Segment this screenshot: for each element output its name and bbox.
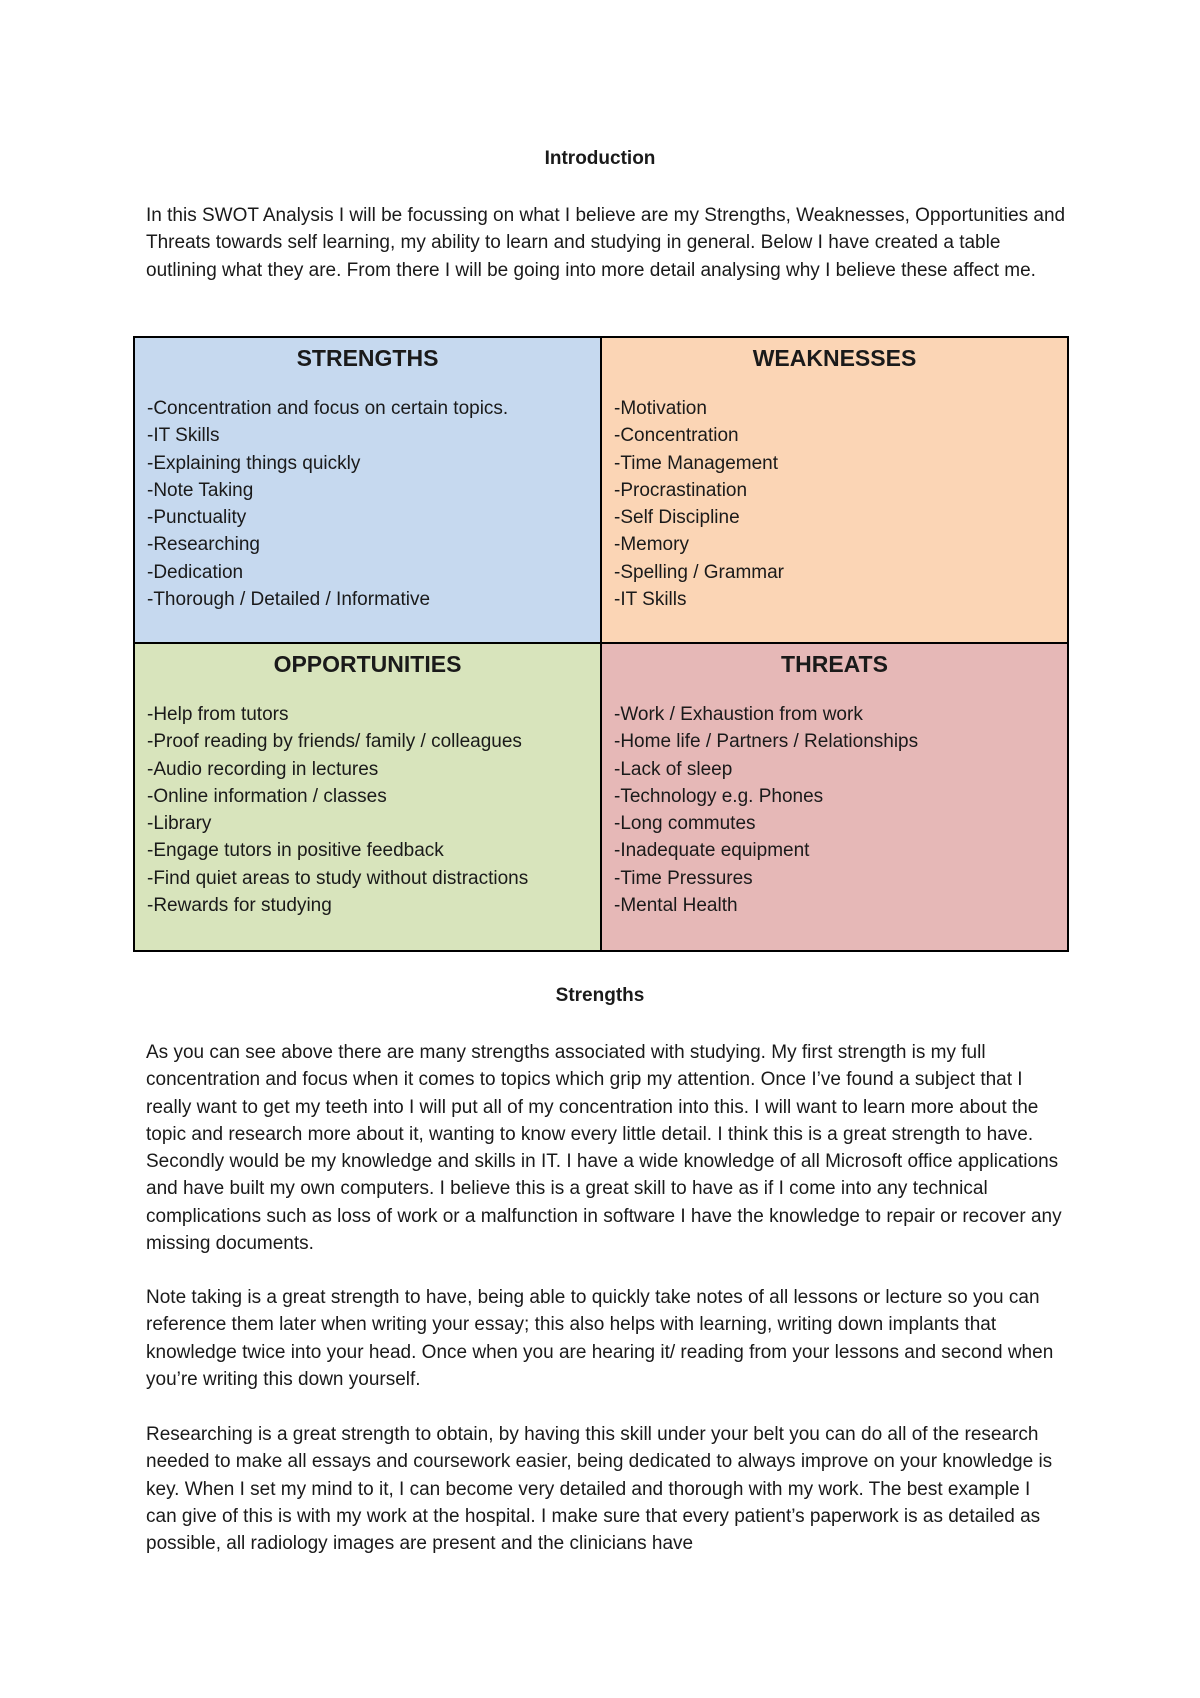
strengths-cell: [135, 338, 602, 644]
threats-title: THREATS: [781, 651, 888, 677]
intro-body: In this SWOT Analysis I will be focussing on what I believe are my Strengths, Weaknesses, Opportunities and Threats towards self learning, my ability to learn and studying in general. Below I have created a table outlining what they are. From there I will be going into more detail analysing why I believe these affect me.: [146, 205, 1066, 281]
list-item: -Thorough / Detailed / Informative: [147, 589, 431, 611]
list-item: -Note Taking: [147, 479, 254, 501]
list-item: -Concentration: [614, 425, 739, 447]
list-item: -Long commutes: [614, 813, 756, 835]
list-item: -Work / Exhaustion from work: [614, 704, 863, 725]
list-item: -Help from tutors: [147, 704, 289, 725]
list-item: -Online information / classes: [147, 785, 387, 807]
list-item: -Dedication: [147, 561, 244, 583]
swot-table: [133, 336, 1069, 952]
paragraph-text: Note taking is a great strength to have, being able to quickly take notes of all lessons or lecture so you can reference them later when writing your essay; this also helps with learning, writing down implants that knowledge twice into your head. Once when you are hearing it/ reading from your lessons and second when you’re writing this down yourself.: [146, 1287, 1054, 1390]
list-item: -IT Skills: [147, 425, 220, 447]
list-item: -Memory: [614, 534, 689, 556]
list-item: -Time Pressures: [614, 867, 753, 889]
list-item: -Mental Health: [614, 895, 738, 917]
list-item: -Rewards for studying: [147, 895, 332, 917]
list-item: -Engage tutors in positive feedback: [147, 840, 444, 862]
strengths-paragraph-2: [146, 1284, 1066, 1393]
list-item: -Time Management: [614, 452, 779, 474]
list-item: -Procrastination: [614, 479, 748, 501]
list-item: -Explaining things quickly: [147, 452, 361, 474]
intro-heading: Introduction: [544, 148, 656, 169]
opportunities-list: [147, 701, 588, 919]
paragraph-text: As you can see above there are many strengths associated with studying. My first strength is my full concentration and focus when it comes to topics which grip my attention. Once I’ve found a subject that I really want to get my teeth into I will put all of my concentration into this. I will want to learn more about the topic and research more about it, wanting to know every little detail. I think this is a great strength to have. Secondly would be my knowledge and skills in IT. I have a wide knowledge of all Microsoft office applications and have built my own computers. I believe this is a great skill to have as if I come into any technical complications such as loss of work or a malfunction in software I have the knowledge to repair or recover any missing documents.: [146, 1042, 1062, 1255]
list-item: -Concentration and focus on certain topics.: [147, 398, 509, 419]
weaknesses-cell: [602, 338, 1067, 644]
list-item: -Self Discipline: [614, 507, 740, 529]
list-item: -Audio recording in lectures: [147, 758, 379, 780]
weaknesses-title: WEAKNESSES: [752, 345, 917, 371]
list-item: -Spelling / Grammar: [614, 561, 784, 583]
list-item: -Punctuality: [147, 507, 247, 529]
threats-cell: [602, 644, 1067, 950]
list-item: -Proof reading by friends/ family / colleagues: [147, 731, 522, 753]
threats-list: [614, 701, 1055, 919]
strengths-paragraph-1: [146, 1039, 1066, 1257]
list-item: -Technology e.g. Phones: [614, 785, 824, 807]
paragraph-text: Researching is a great strength to obtain, by having this skill under your belt you can do all of the research needed to make all essays and coursework easier, being dedicated to always improve on your knowledge is key. When I set my mind to it, I can become very detailed and thorough with my work. The best example I can give of this is with my work at the hospital. I make sure that every patient’s paperwork is as detailed as possible, all radiology images are present and the clinicians have: [146, 1424, 1053, 1555]
strengths-heading: Strengths: [555, 985, 645, 1006]
weaknesses-list: [614, 395, 1055, 613]
list-item: -Motivation: [614, 398, 707, 419]
list-item: -Inadequate equipment: [614, 840, 810, 862]
strengths-paragraph-3: [146, 1421, 1066, 1557]
list-item: -Find quiet areas to study without distractions: [147, 867, 529, 889]
intro-paragraph: [146, 202, 1066, 284]
list-item: -Lack of sleep: [614, 758, 733, 780]
strengths-title: STRENGTHS: [296, 345, 439, 371]
list-item: -Library: [147, 813, 212, 835]
strengths-list: [147, 395, 588, 613]
opportunities-cell: [135, 644, 602, 950]
list-item: -IT Skills: [614, 589, 687, 611]
opportunities-title: OPPORTUNITIES: [273, 651, 462, 677]
list-item: -Home life / Partners / Relationships: [614, 731, 919, 753]
list-item: -Researching: [147, 534, 260, 556]
